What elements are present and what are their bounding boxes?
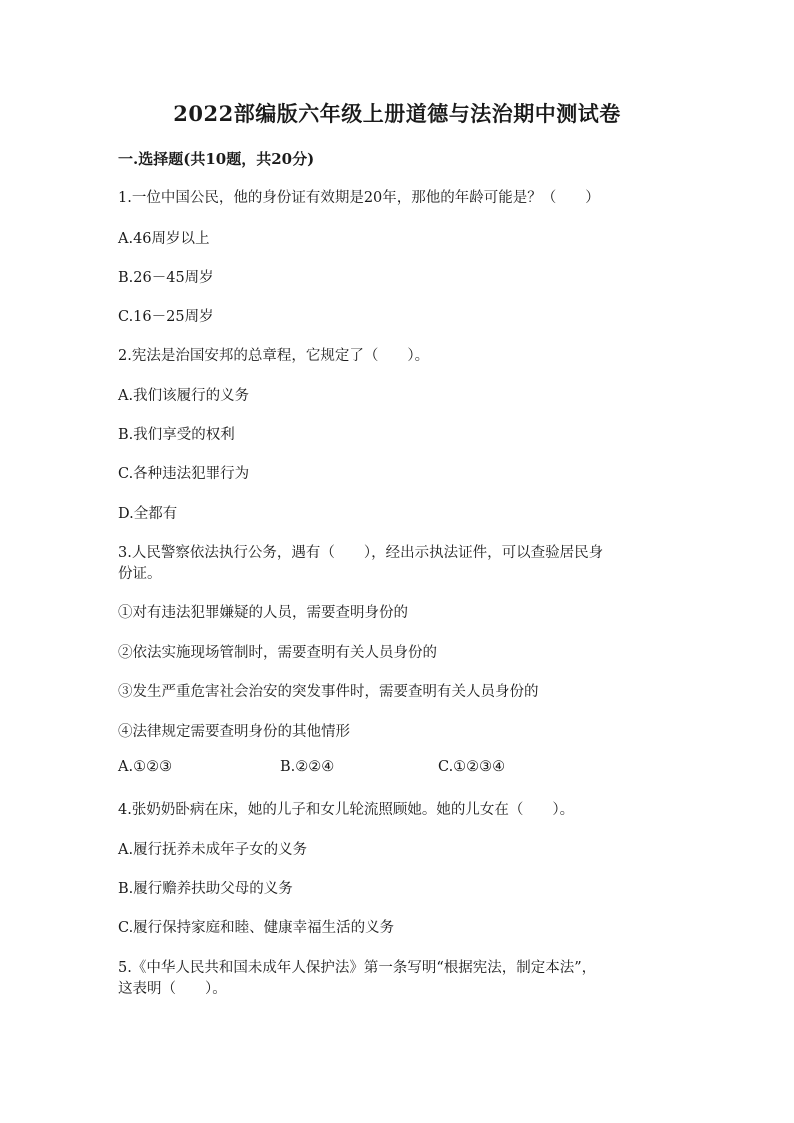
question-3-option-a: A.①②③: [118, 759, 173, 775]
question-3-option-c: C.①②③④: [438, 759, 506, 775]
question-3-stem-line-2: 份证。: [118, 566, 162, 582]
question-2-option-c: C.各种违法犯罪行为: [118, 466, 250, 482]
page-title: 2022部编版六年级上册道德与法治期中测试卷: [173, 101, 621, 126]
question-4-option-b: B.履行赡养扶助父母的义务: [118, 881, 293, 897]
question-2-option-b: B.我们享受的权利: [118, 427, 235, 443]
question-5-stem-line-2: 这表明（ ）。: [118, 981, 227, 997]
question-2-option-a: A.我们该履行的义务: [118, 388, 250, 404]
question-3-item-4: ④法律规定需要查明身份的其他情形: [118, 724, 350, 740]
question-4-option-c: C.履行保持家庭和睦、健康幸福生活的义务: [118, 920, 395, 936]
question-1-option-a: A.46周岁以上: [118, 231, 210, 247]
question-3-item-1: ①对有违法犯罪嫌疑的人员，需要查明身份的: [118, 605, 408, 621]
question-4-option-a: A.履行抚养未成年子女的义务: [118, 842, 308, 858]
question-5-stem-line-1: 5.《中华人民共和国未成年人保护法》第一条写明“根据宪法，制定本法”，: [118, 960, 597, 976]
question-1-option-b: B.26－45周岁: [118, 270, 214, 286]
question-3-option-b: B.②②④: [280, 759, 335, 775]
question-4-stem: 4.张奶奶卧病在床，她的儿子和女儿轮流照顾她。她的儿女在（ ）。: [118, 802, 575, 818]
question-2-stem: 2.宪法是治国安邦的总章程，它规定了（ ）。: [118, 348, 430, 364]
question-2-option-d: D.全都有: [118, 506, 178, 522]
section-heading: 一.选择题(共10题，共20分): [118, 150, 315, 168]
question-3-item-2: ②依法实施现场管制时，需要查明有关人员身份的: [118, 645, 437, 661]
question-1-option-c: C.16－25周岁: [118, 309, 214, 325]
question-3-stem-line-1: 3.人民警察依法执行公务，遇有（ ），经出示执法证件，可以查验居民身: [118, 545, 604, 561]
question-1-stem: 1.一位中国公民，他的身份证有效期是20年，那他的年龄可能是？（ ）: [118, 190, 600, 206]
question-3-item-3: ③发生严重危害社会治安的突发事件时，需要查明有关人员身份的: [118, 684, 539, 700]
